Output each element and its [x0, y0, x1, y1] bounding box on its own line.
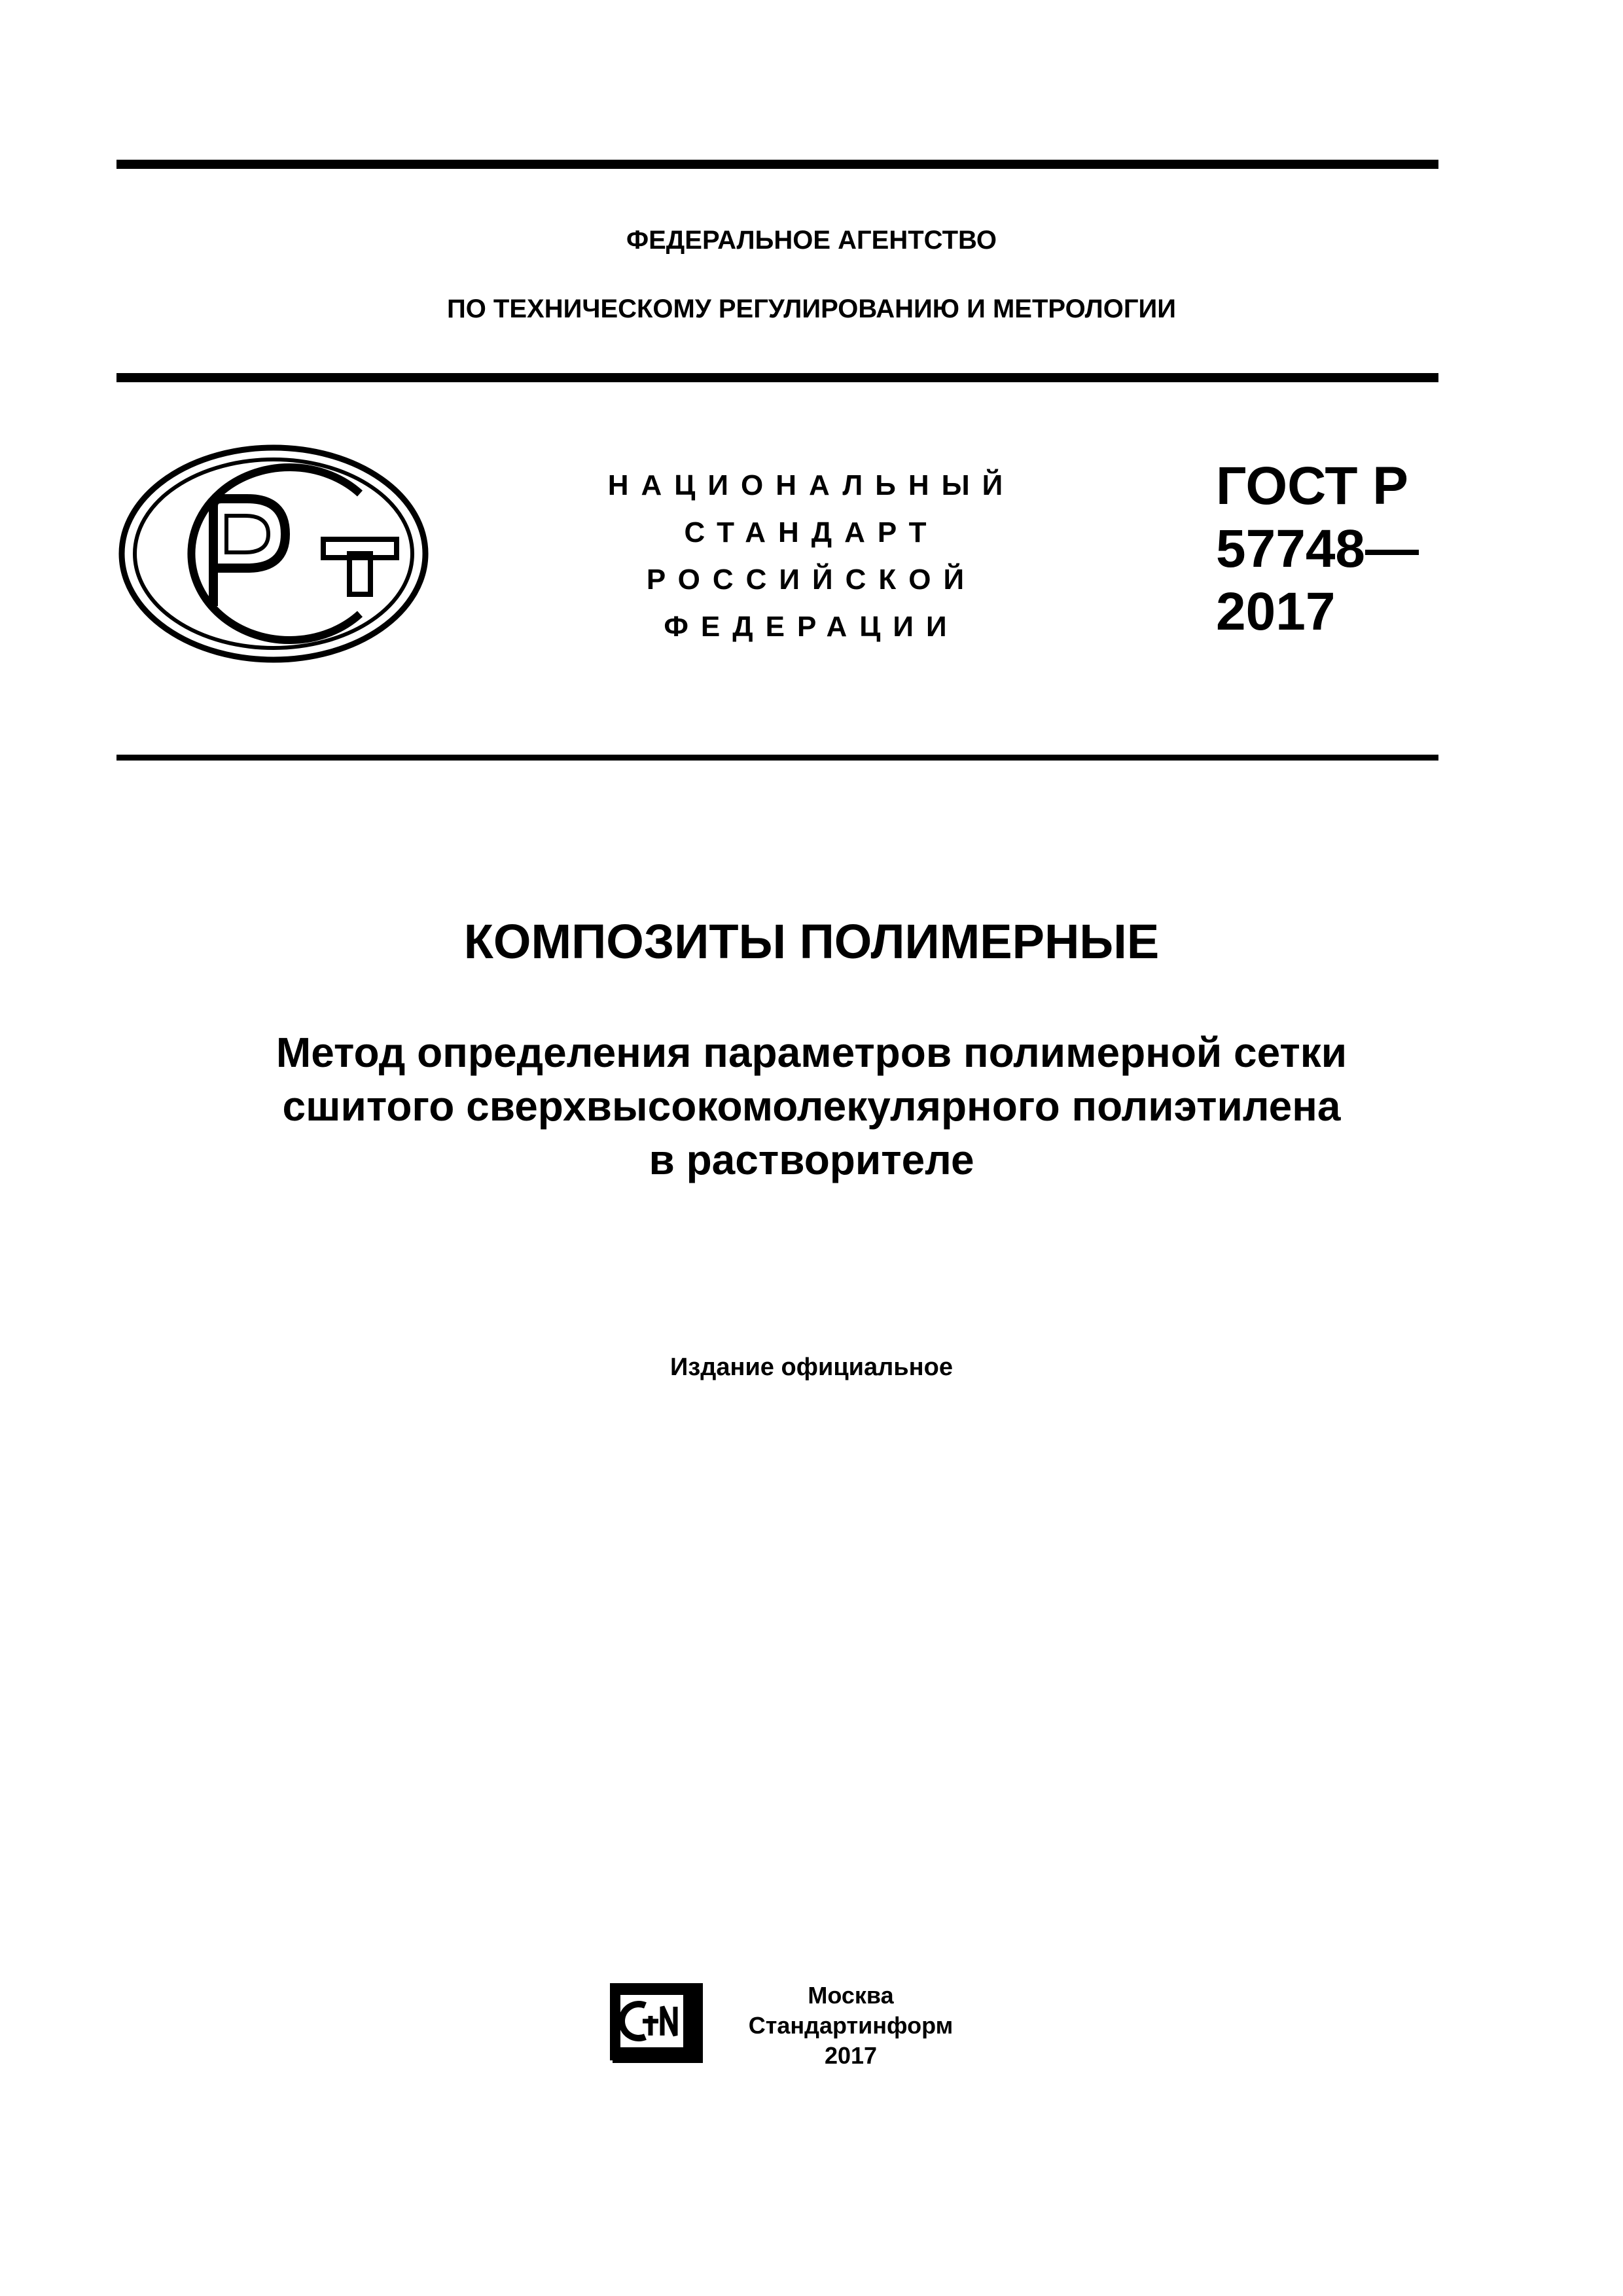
agency-line-2: ПО ТЕХНИЧЕСКОМУ РЕГУЛИРОВАНИЮ И МЕТРОЛОГИИ: [446, 295, 1177, 323]
document-subtitle-line-1: Метод определения параметров полимерной сетки: [276, 1029, 1347, 1076]
national-standard-line-4: ФЕДЕРАЦИИ: [664, 611, 959, 643]
publisher-city: Москва: [808, 1982, 894, 2009]
national-standard-line-1: НАЦИОНАЛЬНЫЙ: [607, 469, 1016, 501]
gost-designation: [1216, 455, 1419, 643]
document-subtitle-line-2: сшитого сверхвысокомолекулярного полиэтилена: [282, 1083, 1341, 1130]
rst-emblem-icon: [116, 442, 431, 665]
edition-label: Издание официальное: [670, 1354, 953, 1381]
gost-designation-line-3: 2017: [1216, 582, 1336, 641]
national-standard-line-2: СТАНДАРТ: [684, 516, 939, 548]
standartinform-emblem-icon: [607, 1981, 704, 2066]
publisher-year: 2017: [824, 2042, 878, 2069]
document-subtitle-line-3: в растворителе: [649, 1136, 974, 1183]
standard-block-rule: [116, 755, 1438, 761]
national-standard-line-3: РОССИЙСКОЙ: [646, 564, 977, 596]
top-rule: [116, 160, 1438, 169]
header-rule: [116, 373, 1438, 382]
agency-line-1: ФЕДЕРАЛЬНОЕ АГЕНТСТВО: [626, 226, 997, 255]
document-title: КОМПОЗИТЫ ПОЛИМЕРНЫЕ: [463, 914, 1160, 969]
gost-designation-line-2: 57748—: [1216, 519, 1419, 579]
publisher-name: Стандартинформ: [748, 2012, 954, 2039]
gost-designation-line-1: ГОСТ Р: [1216, 456, 1408, 516]
